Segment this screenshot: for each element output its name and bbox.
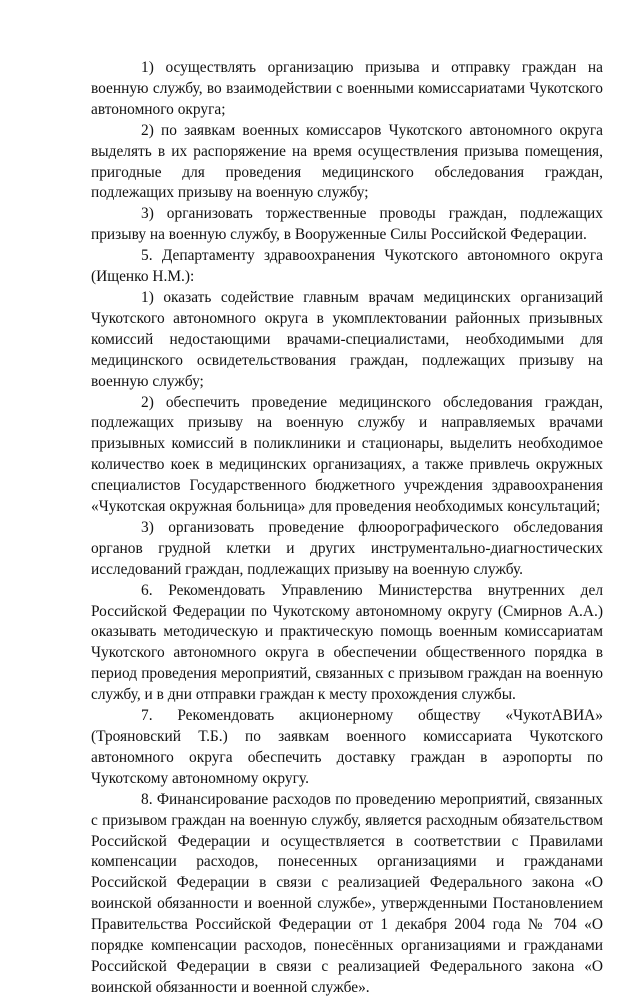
paragraph-4-1: 1) осуществлять организацию призыва и отправку граждан на военную службу, во взаимодействии с военными комиссариатами Чукотского автономного округа; <box>91 59 603 118</box>
paragraph-6: 6. Рекомендовать Управлению Министерства внутренних дел Российской Федерации по Чукотскому автономному округу (Смирнов А.А.) оказывать методическую и практическую помощь военным комиссариатам Чукотского автономного округа в обеспечении общественного порядка в период проведения мероприятий, связанных с призывом граждан на военную службу, и в дни отправки граждан к месту прохождения службы. <box>91 581 603 704</box>
paragraph-5: 5. Департаменту здравоохранения Чукотского автономного округа (Ищенко Н.М.): <box>91 247 603 286</box>
paragraph-8: 8. Финансирование расходов по проведению мероприятий, связанных с призывом граждан на военную службу, является расходным обязательством Российской Федерации и осуществляется в соответствии с Правилами компенсации расходов, понесенных организациями и гражданами Российской Федерации в связи с реализацией Федерального закона «О воинской обязанности и военной службе», утвержденными Постановлением Правительства Российской Федерации от 1 декабря 2004 года № 704 «О порядке компенсации расходов, понесённых организациями и гражданами Российской Федерации в связи с реализацией Федерального закона «О воинской обязанности и военной службе». <box>91 790 603 996</box>
document-body <box>91 58 603 999</box>
paragraph-5-3: 3) организовать проведение флюорографического обследования органов грудной клетки и других инструментально-диагностических исследований граждан, подлежащих призыву на военную службу. <box>91 518 603 578</box>
paragraph-5-1: 1) оказать содействие главным врачам медицинских организаций Чукотского автономного округа в укомплектовании районных призывных комиссий недостающими врачами-специалистами, необходимыми для медицинского освидетельствования граждан, подлежащих призыву на военную службу; <box>91 288 603 390</box>
paragraph-5-2: 2) обеспечить проведение медицинского обследования граждан, подлежащих призыву на военную службу и направляемых врачами призывных комиссий в поликлиники и стационары, выделить необходимое количество коек в медицинских организациях, а также привлечь окружных специалистов Государственного бюджетного учреждения здравоохранения «Чукотская окружная больница» для проведения необходимых консультаций; <box>91 393 603 516</box>
paragraph-4-3: 3) организовать торжественные проводы граждан, подлежащих призыву на военную службу, в Вооруженные Силы Российской Федерации. <box>91 205 603 244</box>
paragraph-7: 7. Рекомендовать акционерному обществу «ЧукотАВИА» (Трояновский Т.Б.) по заявкам военного комиссариата Чукотского автономного округа обеспечить доставку граждан в аэропорты по Чукотскому автономному округу. <box>91 707 603 787</box>
paragraph-4-2: 2) по заявкам военных комиссаров Чукотского автономного округа выделять в их распоряжение на время осуществления призыва помещения, пригодные для проведения медицинского обследования граждан, подлежащих призыву на военную службу; <box>91 121 603 202</box>
